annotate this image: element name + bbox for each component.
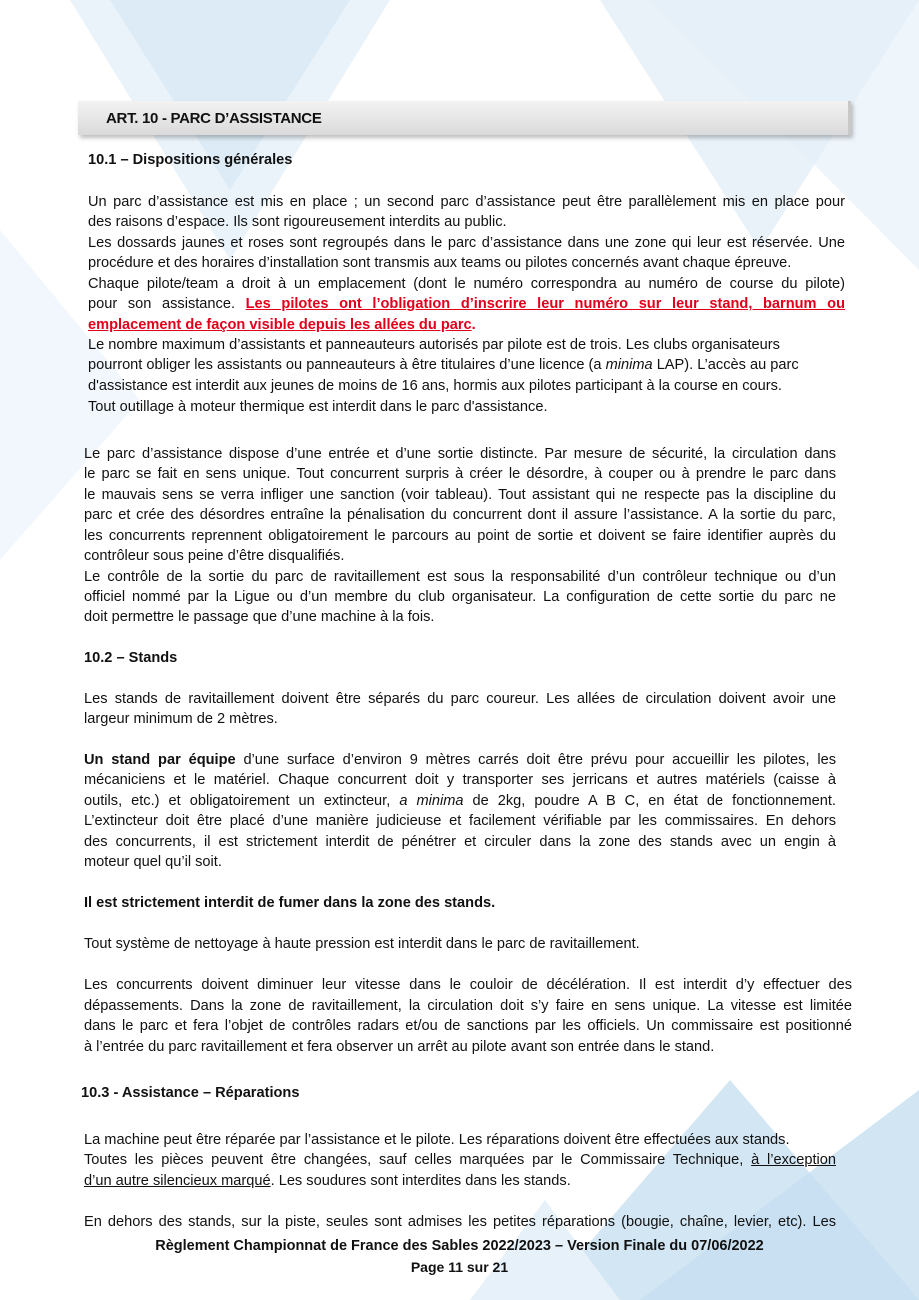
underlined-span: à l’exception: [751, 1152, 836, 1168]
italic-span: minima: [605, 357, 653, 373]
paragraph-line: Le contrôle de la sortie du parc de ravitaillement est sous la responsabilité d’un contrôleur technique ou d’un: [84, 569, 836, 585]
underlined-span: d’un autre silencieux marqué: [84, 1173, 271, 1189]
paragraph-line: Le nombre maximum d’assistants et panneauteurs autorisés par pilote est de trois. Les clubs organisateurs: [88, 337, 780, 353]
paragraph-line: des concurrents, il est strictement interdit de pénétrer et circuler dans la zone des stands avec un engin à: [84, 834, 836, 850]
paragraph-line: dépassements. Dans la zone de ravitaillement, la circulation doit s’y faire en sens unique. La vitesse est limitée: [84, 998, 852, 1014]
no-smoking-notice: Il est strictement interdit de fumer dans la zone des stands.: [84, 895, 496, 911]
paragraph-line: Le parc d’assistance dispose d’une entrée et d’une sortie distincte. Par mesure de sécurité, la circulation dans: [84, 446, 836, 462]
paragraph-line: [84, 1150, 836, 1171]
footer-title: Règlement Championnat de France des Sables 2022/2023 – Version Finale du 07/06/2022: [155, 1238, 764, 1254]
footer-page-number: Page 11 sur 21: [410, 1259, 509, 1275]
section-heading-10-3: 10.3 - Assistance – Réparations: [81, 1085, 300, 1101]
red-notice-span: emplacement de façon visible depuis les allées du parc: [88, 317, 472, 333]
paragraph-line-with-notice: [88, 294, 845, 315]
paragraph-line: En dehors des stands, sur la piste, seules sont admises les petites réparations (bougie, chaîne, levier, etc). Les: [84, 1214, 836, 1230]
article-title: ART. 10 - PARC D’ASSISTANCE: [106, 110, 322, 127]
paragraph-line: Un parc d’assistance est mis en place ; un second parc d’assistance peut être parallèlement mis en place pour: [88, 194, 845, 210]
paragraph-line: procédure et des horaires d’installation sont transmis aux teams ou pilotes concernés avant chaque épreuve.: [88, 255, 792, 271]
section-heading-10-1: 10.1 – Dispositions générales: [88, 152, 293, 168]
paragraph-line: Les concurrents doivent diminuer leur vitesse dans le couloir de décélération. Il est interdit d’y effectuer des: [84, 977, 852, 993]
paragraph-line: L’extincteur doit être placé d’une manière judicieuse et facilement vérifiable par les commissaires. En dehors: [84, 813, 836, 829]
paragraph-line: Les stands de ravitaillement doivent être séparés du parc coureur. Les allées de circulation doivent avoir une: [84, 691, 836, 707]
paragraph-line: Les dossards jaunes et roses sont regroupés dans le parc d’assistance dans une zone qui leur est réservée. Une: [88, 235, 845, 251]
text-span: . Les soudures sont interdites dans les stands.: [270, 1173, 571, 1189]
paragraph-line: le mauvais sens se verra infliger une sanction (voir tableau). Tout assistant qui ne respecte pas la discipline du: [84, 487, 836, 503]
paragraph-line: [84, 791, 836, 812]
paragraph-line: contrôleur sous peine d’être disqualifiés.: [84, 548, 345, 564]
paragraph-line: le parc se fait en sens unique. Tout concurrent surpris à créer le désordre, à couper ou à prendre le parc dans: [84, 466, 836, 482]
paragraph-line: dans le parc et fera l’objet de contrôles radars et/ou de sanctions par les officiels. Un commissaire est positionné: [84, 1018, 852, 1034]
paragraph-line: Tout outillage à moteur thermique est interdit dans le parc d'assistance.: [88, 399, 548, 415]
paragraph-line: des raisons d’espace. Ils sont rigoureusement interdits au public.: [88, 214, 507, 230]
italic-span: a minima: [399, 793, 464, 809]
paragraph-line: d'assistance est interdit aux jeunes de moins de 16 ans, hormis aux pilotes participant à la course en cours.: [88, 378, 782, 394]
paragraph-line: doit permettre le passage que d’une machine à la fois.: [84, 609, 435, 625]
paragraph-line: [88, 355, 799, 376]
paragraph-line: les concurrents reprennent obligatoirement le parcours au point de sortie et doivent se faire identifier auprès du: [84, 528, 836, 544]
text-span: pour son assistance.: [88, 296, 235, 312]
text-span: pourront obliger les assistants ou panneauteurs à être titulaires d’une licence (a: [88, 357, 602, 373]
text-span: de 2kg, poudre A B C, en état de fonctionnement.: [472, 793, 836, 809]
text-span: d’une surface d’environ 9 mètres carrés doit être prévu pour accueillir les pilotes, les: [235, 752, 836, 768]
text-span: outils, etc.) et obligatoirement un extincteur,: [84, 793, 391, 809]
red-notice-line: [88, 315, 476, 336]
paragraph-line: parc et crée des désordres entraîne la pénalisation du concurrent dont il assure l’assistance. A la sortie du parc,: [84, 507, 836, 523]
red-notice-span: Les pilotes ont l’obligation d’inscrire leur numéro sur leur stand, barnum ou: [245, 296, 845, 312]
paragraph-line: La machine peut être réparée par l’assistance et le pilote. Les réparations doivent être effectuées aux stands.: [84, 1132, 790, 1148]
article-header-bar: [78, 101, 851, 135]
paragraph-line: moteur quel qu’il soit.: [84, 854, 222, 870]
bold-span: Un stand par équipe: [84, 752, 236, 768]
paragraph-line: [84, 750, 836, 771]
paragraph-line: largeur minimum de 2 mètres.: [84, 711, 278, 727]
paragraph-line: [84, 1171, 571, 1192]
paragraph-line: mécaniciens et le matériel. Chaque concurrent doit y transporter ses jerricans et autres matériels (caisse à: [84, 772, 836, 788]
text-span: LAP). L’accès au parc: [656, 357, 799, 373]
paragraph-line: Tout système de nettoyage à haute pression est interdit dans le parc de ravitaillement.: [84, 936, 640, 952]
paragraph-line: officiel nommé par la Ligue ou d’un membre du club organisateur. La configuration de cette sortie du parc ne: [84, 589, 836, 605]
text-span: Toutes les pièces peuvent être changées, sauf celles marquées par le Commissaire Technique,: [84, 1152, 744, 1168]
section-heading-10-2: 10.2 – Stands: [84, 650, 178, 666]
red-notice-span: .: [471, 317, 476, 333]
paragraph-line: à l’entrée du parc ravitaillement et fera observer un arrêt au pilote avant son entrée dans le stand.: [84, 1039, 715, 1055]
paragraph-line: Chaque pilote/team a droit à un emplacement (dont le numéro correspondra au numéro de course du pilote): [88, 276, 845, 292]
